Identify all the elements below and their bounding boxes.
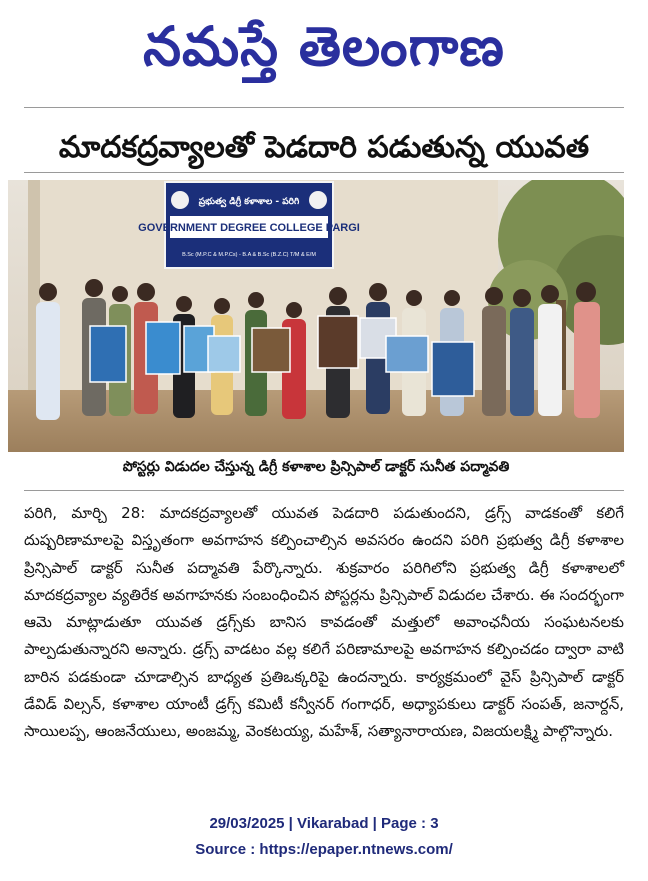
photo-caption: పోస్టర్లు విడుదల చేస్తున్న డిగ్రీ కళాశాల ప్రిన్సిపాల్ డాక్టర్ సునీత పద్మావతి — [122, 459, 510, 475]
edition-info: 29/03/2025 | Vikarabad | Page : 3 — [209, 815, 439, 832]
banner-courses: B.Sc (M.P.C & M.P.Cs) - B.A & B.Sc (B.Z.C) T/M & E/M — [182, 252, 316, 258]
photo-illustration — [8, 180, 624, 452]
divider — [24, 172, 624, 173]
article-headline: మాదకద్రవ్యాలతో పెడదారి పడుతున్న యువత — [58, 130, 590, 165]
divider — [24, 490, 624, 491]
banner-english-title: GOVERNMENT DEGREE COLLEGE PARGI — [138, 222, 360, 234]
banner-telugu-title: ప్రభుత్వ డిగ్రీ కళాశాల - పరిగి — [198, 197, 300, 207]
article-photo — [8, 180, 624, 452]
source-link[interactable]: Source : https://epaper.ntnews.com/ — [195, 841, 453, 858]
newspaper-title: నమస్తే తెలంగాణ — [143, 15, 505, 78]
divider — [24, 107, 624, 108]
masthead — [0, 8, 648, 86]
article-body: పరిగి, మార్చి 28: మాదకద్రవ్యాలతో యువత పెడదారి పడుతుందని, డ్రగ్స్ వాడకంతో కలిగే దుష్పరిణామాలపై విస్తృతంగా అవగాహన కల్పించాల్సిన అవసరం ఉందని పరిగి ప్రభుత్వ డిగ్రీ కళాశాల ప్రిన్సిపాల్ డాక్టర్ సునీత పద్మావతి పేర్కొన్నారు. శుక్రవారం పరిగిలోని ప్రభుత్వ డిగ్రీ కళాశాలలో మాదకద్రవ్యాల వ్యతిరేక అవగాహనకు సంబంధించిన పోస్టర్లను ప్రిన్సిపాల్ విడుదల చేశారు. ఈ సందర్భంగా ఆమె మాట్లాడుతూ యువత డ్రగ్స్‌కు బానిస కావడంతో మత్తులో అవాంఛనీయ సంఘటనలకు పాల్పడుతున్నారని అన్నారు. డ్రగ్స్ వాడటం వల్ల కలిగే పరిణామాలపై అవగాహన కల్పించడం ద్వారా వాటి బారిన పడకుండా చూడాల్సిన బాధ్యత ప్రతిఒక్కరిపై ఉందన్నారు. కార్యక్రమంలో వైస్ ప్రిన్సిపాల్ డాక్టర్ డేవిడ్ విల్సన్, కళాశాల యాంటీ డ్రగ్స్ కమిటీ కన్వీనర్ గంగాధర్, అధ్యాపకులు డాక్టర్ సంపత్, జనార్దన్, సాయిలప్ప, ఆంజనేయులు, అంజమ్మ, వెంకటయ్య, మహేశ్, సత్యానారాయణ, విజయలక్ష్మి పాల్గొన్నారు. — [24, 504, 624, 741]
